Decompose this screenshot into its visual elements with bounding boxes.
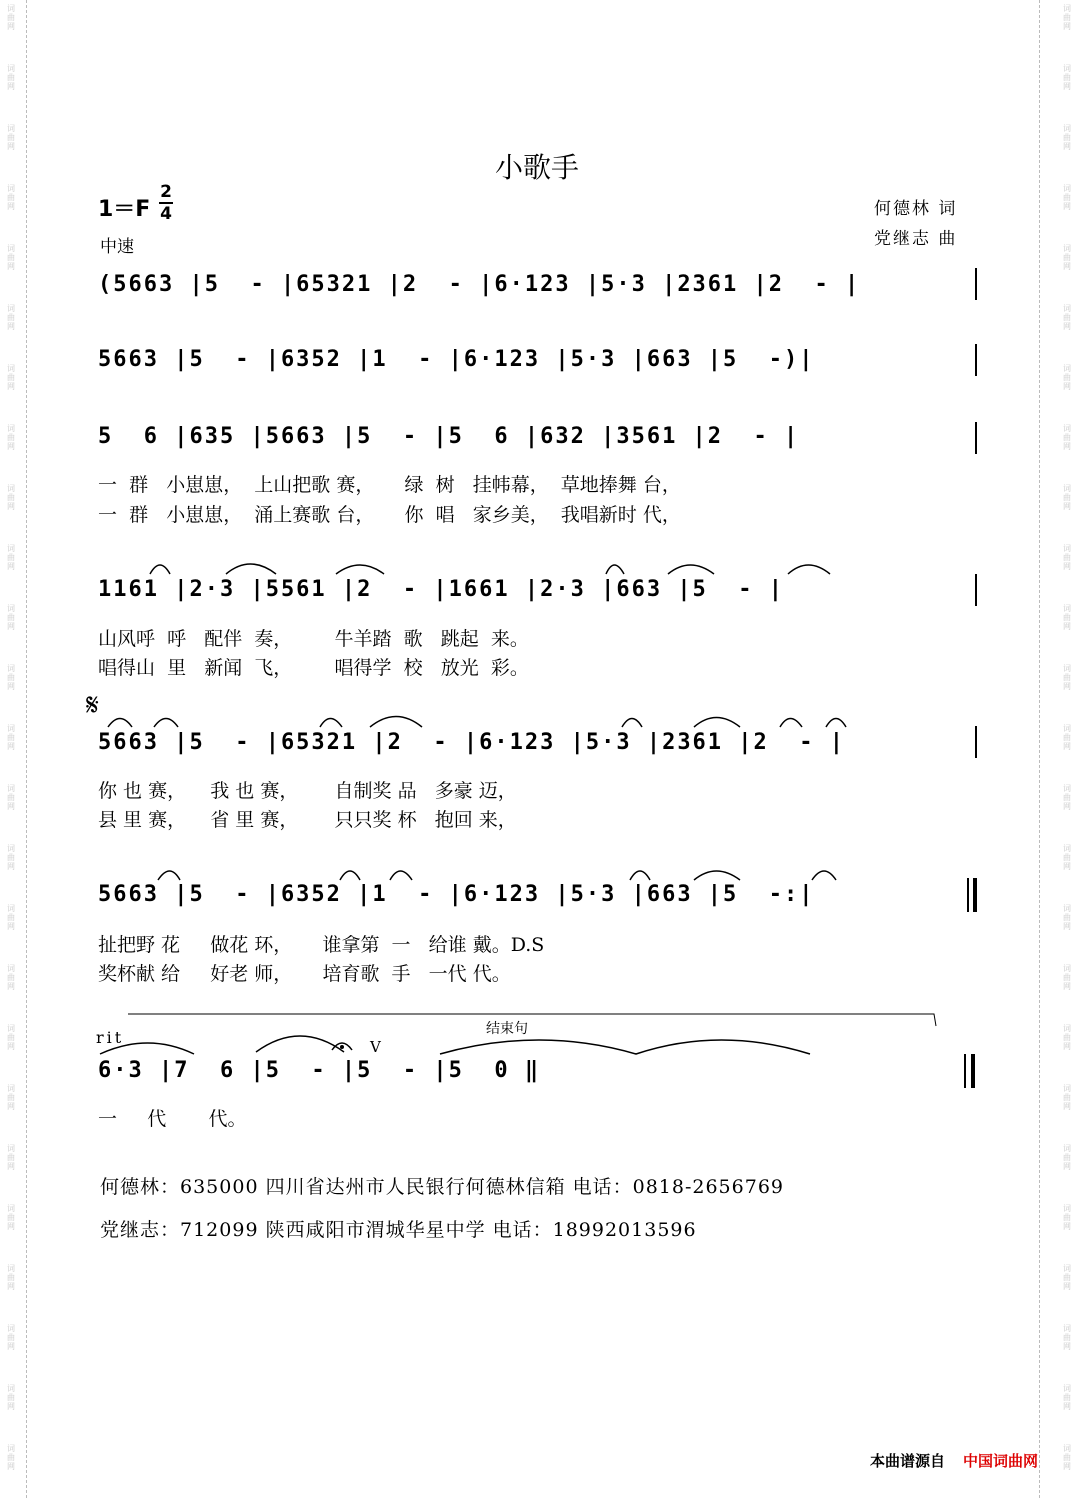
watermark-text: 词 曲 网 <box>7 544 15 571</box>
watermark-text: 词 曲 网 <box>1063 544 1071 571</box>
watermark-text: 词 曲 网 <box>7 484 15 511</box>
contact-lyricist: 何德林：635000 四川省达州市人民银行何德林信箱 电话：0818-2656769 <box>100 1176 785 1198</box>
watermark-text: 词 曲 网 <box>1063 184 1071 211</box>
slur <box>694 718 740 728</box>
watermark-text: 词 曲 网 <box>7 1024 15 1051</box>
watermark-text: 词 曲 网 <box>1063 604 1071 631</box>
lyrics-line-4-verse-1: 山风呼 呼 配伴 奏， 牛羊踏 歌 跳起 来。 <box>98 628 529 650</box>
watermark-text: 词 曲 网 <box>7 784 15 811</box>
watermark-text: 词 曲 网 <box>1063 304 1071 331</box>
watermark-text: 词 曲 网 <box>7 364 15 391</box>
slur <box>370 717 422 728</box>
tie <box>440 1040 810 1054</box>
watermark-text: 词 曲 网 <box>1063 4 1071 31</box>
slur <box>780 719 802 728</box>
watermark-text: 词 曲 网 <box>7 664 15 691</box>
notation-line-6: 5663 |5 - |6352 |1 - |6·123 |5·3 |663 |5 -:| <box>98 882 815 907</box>
lyrics-line-6-verse-2: 奖杯献 给 好老 师， 培育歌 手 一代 代。 <box>98 963 511 985</box>
source-site-link[interactable]: 中国词曲网 <box>962 1452 1038 1470</box>
watermark-text: 词 曲 网 <box>7 604 15 631</box>
watermark-text: 词 曲 网 <box>1063 364 1071 391</box>
slur <box>336 565 384 574</box>
composer-credit: 党继志 曲 <box>874 229 958 249</box>
slur <box>154 719 178 728</box>
slur <box>226 564 276 574</box>
watermark-text: 词 曲 网 <box>7 64 15 91</box>
lyrics-line-3-verse-2: 一 群 小崽崽， 涌上赛歌 台， 你 唱 家乡美， 我唱新时 代， <box>98 504 681 526</box>
slur <box>630 871 650 880</box>
watermark-text: 词 曲 网 <box>7 904 15 931</box>
watermark-text: 词 曲 网 <box>1063 1444 1071 1471</box>
watermark-text: 词 曲 网 <box>7 424 15 451</box>
slur <box>100 1043 194 1054</box>
watermark-text: 词 曲 网 <box>7 1084 15 1111</box>
watermark-text: 词 曲 网 <box>7 724 15 751</box>
slur <box>320 719 342 728</box>
slur <box>108 719 132 728</box>
watermark-text: 词 曲 网 <box>1063 1024 1071 1051</box>
lyrics-line-5-verse-2: 县 里 赛， 省 里 赛， 只只奖 杯 抱回 来， <box>98 809 517 831</box>
watermark-text: 词 曲 网 <box>1063 64 1071 91</box>
tempo-marking: 中速 <box>100 237 134 257</box>
watermark-text: 词 曲 网 <box>1063 1384 1071 1411</box>
time-signature-bottom: 4 <box>160 204 172 224</box>
slur <box>694 871 740 880</box>
lyricist-credit: 何德林 词 <box>874 199 958 219</box>
watermark-text: 词 曲 网 <box>7 964 15 991</box>
slur <box>390 871 412 880</box>
source-label: 本曲谱源自 <box>869 1452 945 1470</box>
watermark-text: 词 曲 网 <box>1063 844 1071 871</box>
watermark-text: 词 曲 网 <box>1063 664 1071 691</box>
slur <box>788 565 830 574</box>
notation-line-7: 6·3 |7 6 |5 - |5 - |5 0 ‖ <box>98 1058 541 1083</box>
watermark-text: 词 曲 网 <box>1063 1204 1071 1231</box>
lyrics-line-7: 一 代 代。 <box>98 1108 247 1130</box>
slur <box>812 871 836 880</box>
watermark-text: 词 曲 网 <box>7 1264 15 1291</box>
slur <box>826 719 846 728</box>
watermark-text: 词 曲 网 <box>7 304 15 331</box>
notation-line-4: 1161 |2·3 |5561 |2 - |1661 |2·3 |663 |5 - | <box>98 577 785 602</box>
fermata-dot <box>340 1045 344 1049</box>
watermark-text: 词 曲 网 <box>1063 424 1071 451</box>
notation-line-1: (5663 |5 - |65321 |2 - |6·123 |5·3 |2361 |2 - | <box>98 272 861 297</box>
slur <box>622 719 642 728</box>
watermark-text: 词 曲 网 <box>7 1384 15 1411</box>
watermark-text: 词 曲 网 <box>7 1144 15 1171</box>
slur <box>150 565 170 574</box>
song-title: 小歌手 <box>494 151 579 184</box>
rit-bracket <box>128 1014 936 1026</box>
contact-composer: 党继志：712099 陕西咸阳市渭城华星中学 电话：18992013596 <box>100 1219 697 1241</box>
watermark-text: 词 曲 网 <box>1063 1144 1071 1171</box>
watermark-text: 词 曲 网 <box>7 4 15 31</box>
watermark-text: 词 曲 网 <box>7 1444 15 1471</box>
watermark-text: 词 曲 网 <box>1063 244 1071 271</box>
slur <box>256 1036 344 1052</box>
watermark-text: 词 曲 网 <box>1063 724 1071 751</box>
slur <box>668 565 714 574</box>
lyrics-line-5-verse-1: 你 也 赛， 我 也 赛， 自制奖 品 多豪 迈， <box>98 780 517 802</box>
notation-line-2: 5663 |5 - |6352 |1 - |6·123 |5·3 |663 |5 -)| <box>98 347 815 372</box>
lyrics-line-6-verse-1: 扯把野 花 做花 环， 谁拿第 一 给谁 戴。D.S <box>98 934 545 956</box>
watermark-text: 词 曲 网 <box>1063 1324 1071 1351</box>
watermark-text: 词 曲 网 <box>7 844 15 871</box>
watermark-text: 词 曲 网 <box>7 1204 15 1231</box>
notation-line-3: 5 6 |635 |5663 |5 - |5 6 |632 |3561 |2 - | <box>98 424 800 449</box>
time-signature-top: 2 <box>160 182 172 202</box>
watermark-text: 词 曲 网 <box>7 1324 15 1351</box>
watermark-text: 词 曲 网 <box>7 124 15 151</box>
segno-sign: 𝄋 <box>86 688 99 723</box>
watermark-text: 词 曲 网 <box>1063 784 1071 811</box>
watermark-text: 词 曲 网 <box>1063 904 1071 931</box>
watermark-text: 词 曲 网 <box>7 184 15 211</box>
watermark-text: 词 曲 网 <box>1063 124 1071 151</box>
watermark-text: 词 曲 网 <box>7 244 15 271</box>
key-signature: 1＝F <box>98 197 151 222</box>
watermark-text: 词 曲 网 <box>1063 1084 1071 1111</box>
slur <box>158 871 180 880</box>
slur <box>340 871 360 880</box>
lyrics-line-3-verse-1: 一 群 小崽崽， 上山把歌 赛， 绿 树 挂帏幕， 草地捧舞 台， <box>98 474 681 496</box>
rit-marking: rit <box>96 1028 125 1047</box>
notation-line-5: 5663 |5 - |65321 |2 - |6·123 |5·3 |2361 |2 - | <box>98 730 846 755</box>
watermark-text: 词 曲 网 <box>1063 1264 1071 1291</box>
watermark-text: 词 曲 网 <box>1063 484 1071 511</box>
lyrics-line-4-verse-2: 唱得山 里 新闻 飞， 唱得学 校 放光 彩。 <box>98 657 529 679</box>
slur <box>606 565 624 574</box>
ending-label: 结束句 <box>486 1021 528 1037</box>
watermark-text: 词 曲 网 <box>1063 964 1071 991</box>
source-attribution <box>870 1450 1038 1471</box>
breath-mark: V <box>370 1038 381 1056</box>
